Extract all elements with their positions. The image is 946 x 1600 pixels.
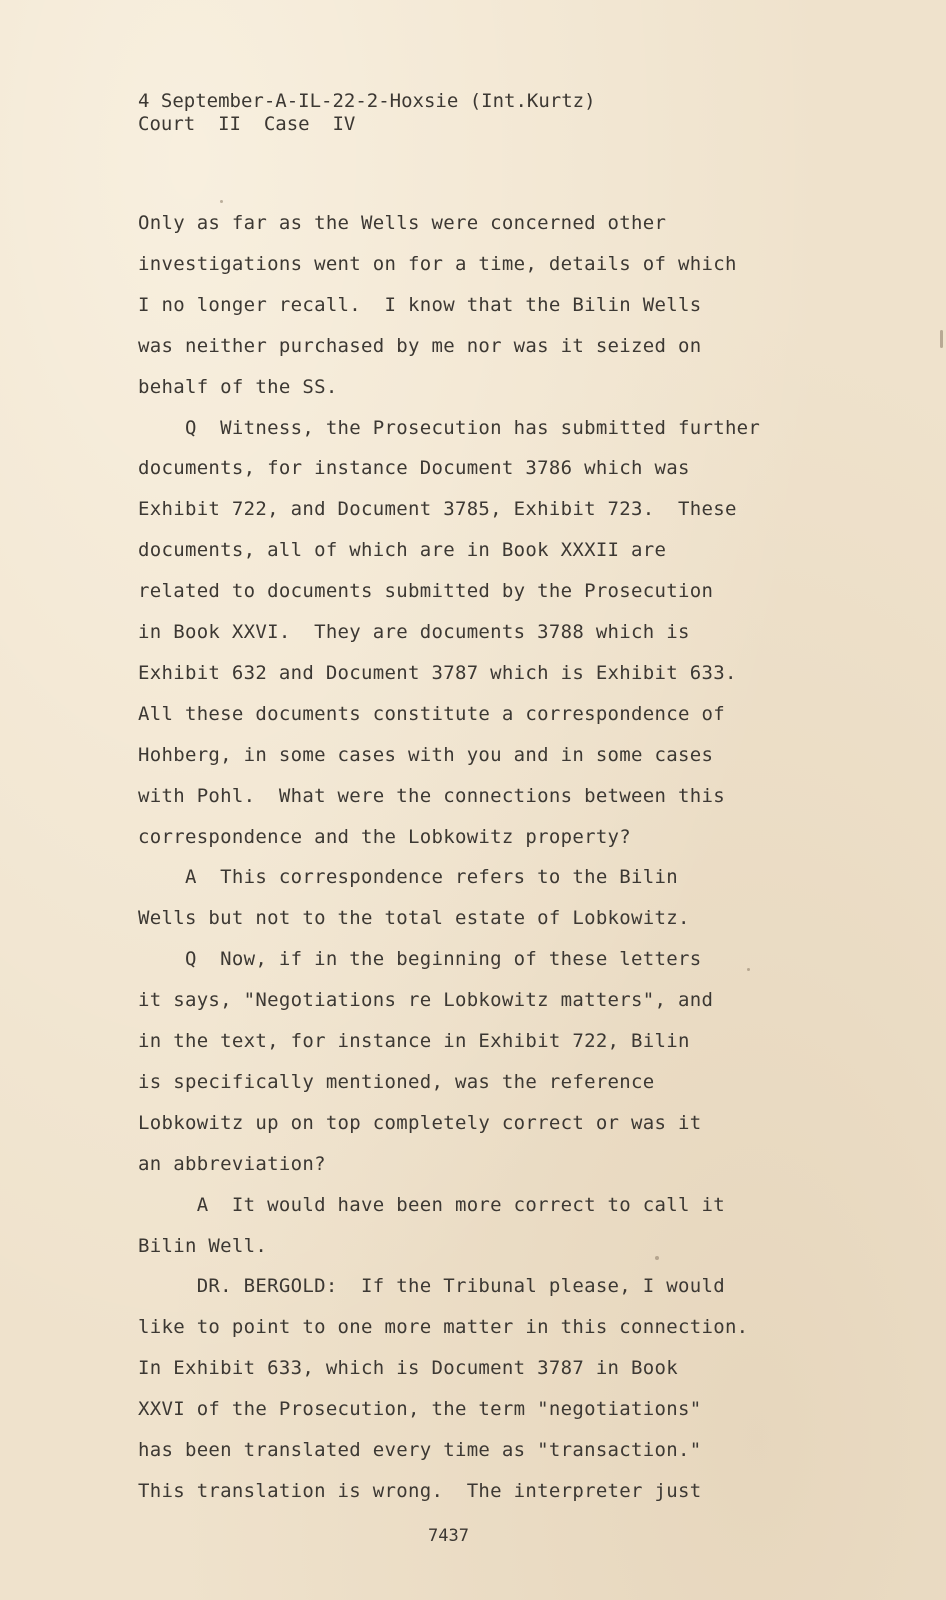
transcript-line: correspondence and the Lobkowitz property? (138, 825, 632, 848)
paper-speck (220, 200, 223, 203)
transcript-line: related to documents submitted by the Prosecution (138, 580, 714, 603)
transcript-line: A It would have been more correct to call it (138, 1193, 725, 1216)
transcript-line: an abbreviation? (138, 1152, 326, 1175)
transcript-line: Lobkowitz up on top completely correct or was it (138, 1111, 702, 1134)
transcript-line: Wells but not to the total estate of Lobkowitz. (138, 907, 690, 930)
transcript-line: I no longer recall. I know that the Bilin Wells (138, 293, 702, 316)
transcript-line: was neither purchased by me nor was it seized on (138, 334, 702, 357)
transcript-line: documents, all of which are in Book XXXII are (138, 539, 667, 562)
transcript-line: in Book XXVI. They are documents 3788 which is (138, 621, 690, 643)
transcript-line: In Exhibit 633, which is Document 3787 in Book (138, 1357, 678, 1380)
transcript-line: has been translated every time as "transaction." (138, 1439, 702, 1461)
transcript-line: This translation is wrong. The interpreter just (138, 1479, 702, 1502)
page-number: 7437 (428, 1526, 469, 1546)
transcript-line: behalf of the SS. (138, 375, 338, 398)
transcript-line: with Pohl. What were the connections between this (138, 784, 725, 807)
transcript-line: investigations went on for a time, details of which (138, 252, 737, 275)
document-header (138, 90, 596, 136)
header-line-2: Court II Case IV (138, 113, 356, 135)
transcript-line: it says, "Negotiations re Lobkowitz matters", and (138, 989, 714, 1012)
transcript-line: A This correspondence refers to the Bilin (138, 866, 678, 889)
transcript-line: Exhibit 632 and Document 3787 which is Exhibit 633. (138, 661, 737, 684)
transcript-line: documents, for instance Document 3786 which was (138, 457, 690, 480)
transcript-line: is specifically mentioned, was the reference (138, 1070, 655, 1093)
transcript-line: DR. BERGOLD: If the Tribunal please, I would (138, 1275, 725, 1298)
paper-speck (655, 1256, 659, 1260)
transcript-line: Bilin Well. (138, 1234, 268, 1257)
header-line-1: 4 September-A-IL-22-2-Hoxsie (Int.Kurtz) (138, 90, 596, 112)
transcript-line: Hohberg, in some cases with you and in some cases (138, 743, 714, 766)
paper-speck (940, 330, 943, 348)
transcript-line: in the text, for instance in Exhibit 722, Bilin (138, 1030, 690, 1052)
transcript-line: Q Witness, the Prosecution has submitted further (138, 416, 761, 439)
transcript-line: All these documents constitute a correspondence of (138, 702, 725, 725)
transcript-line: Only as far as the Wells were concerned other (138, 212, 667, 234)
paper-speck (747, 968, 750, 971)
transcript-line: like to point to one more matter in this connection. (138, 1316, 749, 1339)
transcript-line: XXVI of the Prosecution, the term "negotiations" (138, 1398, 702, 1421)
transcript-line: Exhibit 722, and Document 3785, Exhibit 723. These (138, 498, 737, 521)
transcript-line: Q Now, if in the beginning of these letters (138, 948, 702, 971)
